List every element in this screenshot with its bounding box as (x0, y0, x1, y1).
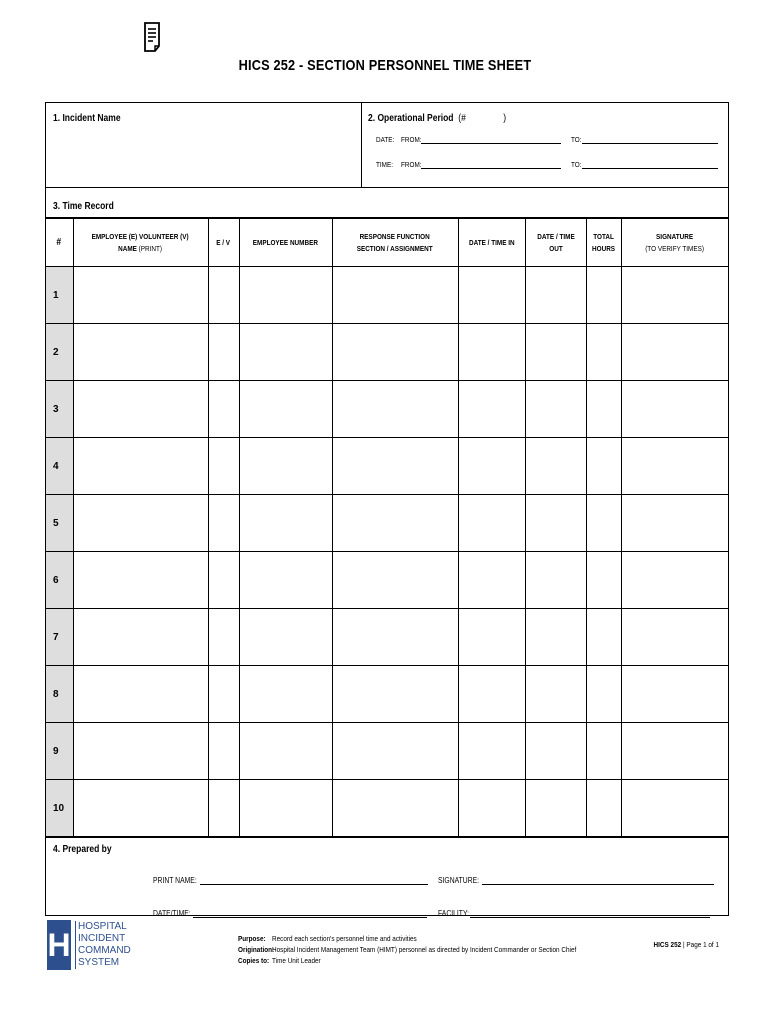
ev-cell[interactable] (208, 438, 239, 495)
prepared-by-label: 4. Prepared by (53, 844, 112, 855)
response-function-cell[interactable] (332, 780, 458, 837)
employee-number-cell[interactable] (239, 666, 332, 723)
col-time-in: DATE / TIME IN (458, 219, 525, 267)
employee-name-cell[interactable] (73, 609, 208, 666)
col-time-out: DATE / TIME OUT (525, 219, 586, 267)
employee-name-cell[interactable] (73, 267, 208, 324)
response-function-cell[interactable] (332, 438, 458, 495)
ev-cell[interactable] (208, 381, 239, 438)
time-to-input[interactable] (582, 160, 718, 169)
prepared-by-section: 4. Prepared by PRINT NAME: SIGNATURE: DATE/TIME: FACILITY: (46, 837, 728, 915)
total-hours-cell[interactable] (586, 552, 621, 609)
response-function-cell[interactable] (332, 324, 458, 381)
table-row (46, 723, 728, 780)
employee-number-cell[interactable] (239, 609, 332, 666)
row-number: 2 (46, 324, 73, 381)
row-number: 5 (46, 495, 73, 552)
signature-cell[interactable] (621, 666, 728, 723)
total-hours-cell[interactable] (586, 267, 621, 324)
time-in-cell[interactable] (458, 267, 525, 324)
employee-name-cell[interactable] (73, 552, 208, 609)
time-out-cell[interactable] (525, 666, 586, 723)
table-row (46, 267, 728, 324)
time-out-cell[interactable] (525, 609, 586, 666)
col-total-hours: TOTAL HOURS (586, 219, 621, 267)
total-hours-cell[interactable] (586, 381, 621, 438)
time-out-cell[interactable] (525, 324, 586, 381)
total-hours-cell[interactable] (586, 438, 621, 495)
employee-name-cell[interactable] (73, 780, 208, 837)
response-function-cell[interactable] (332, 609, 458, 666)
col-ev: E / V (208, 219, 239, 267)
employee-number-cell[interactable] (239, 495, 332, 552)
ev-cell[interactable] (208, 780, 239, 837)
facility-input[interactable] (470, 909, 710, 918)
time-out-cell[interactable] (525, 723, 586, 780)
total-hours-cell[interactable] (586, 723, 621, 780)
response-function-cell[interactable] (332, 381, 458, 438)
footer (45, 918, 729, 974)
operational-period-label: 2. Operational Period (# ) (368, 113, 507, 124)
date-to-input[interactable] (582, 135, 718, 144)
total-hours-cell[interactable] (586, 780, 621, 837)
total-hours-cell[interactable] (586, 495, 621, 552)
row-number: 4 (46, 438, 73, 495)
row-number: 6 (46, 552, 73, 609)
total-hours-cell[interactable] (586, 609, 621, 666)
signature-cell[interactable] (621, 495, 728, 552)
date-time-input[interactable] (193, 909, 427, 918)
response-function-cell[interactable] (332, 723, 458, 780)
time-in-cell[interactable] (458, 780, 525, 837)
ev-cell[interactable] (208, 723, 239, 780)
row-number: 1 (46, 267, 73, 324)
employee-number-cell[interactable] (239, 324, 332, 381)
employee-number-cell[interactable] (239, 552, 332, 609)
time-in-cell[interactable] (458, 723, 525, 780)
table-row (46, 495, 728, 552)
employee-number-cell[interactable] (239, 780, 332, 837)
time-in-cell[interactable] (458, 438, 525, 495)
col-employee: EMPLOYEE (E) VOLUNTEER (V) NAME (PRINT) (73, 219, 208, 267)
employee-name-cell[interactable] (73, 381, 208, 438)
signature-cell[interactable] (621, 438, 728, 495)
response-function-cell[interactable] (332, 666, 458, 723)
time-out-cell[interactable] (525, 495, 586, 552)
signature-cell[interactable] (621, 381, 728, 438)
response-function-cell[interactable] (332, 495, 458, 552)
time-in-cell[interactable] (458, 609, 525, 666)
operational-period-section (362, 103, 728, 187)
page-info: HICS 252 | Page 1 of 1 (653, 940, 719, 949)
print-name-input[interactable] (200, 876, 428, 885)
employee-name-cell[interactable] (73, 324, 208, 381)
row-number: 9 (46, 723, 73, 780)
employee-number-cell[interactable] (239, 267, 332, 324)
time-in-cell[interactable] (458, 666, 525, 723)
time-record-header: 3. Time Record (46, 188, 728, 218)
row-number: 7 (46, 609, 73, 666)
employee-number-cell[interactable] (239, 381, 332, 438)
table-row (46, 780, 728, 837)
time-out-cell[interactable] (525, 780, 586, 837)
date-row: DATE: FROM: TO: (376, 132, 718, 144)
signature-cell[interactable] (621, 324, 728, 381)
signature-cell[interactable] (621, 267, 728, 324)
time-sheet-form (45, 102, 729, 916)
time-out-cell[interactable] (525, 381, 586, 438)
table-row (46, 438, 728, 495)
table-row (46, 324, 728, 381)
employee-number-cell[interactable] (239, 438, 332, 495)
incident-name-label: 1. Incident Name (53, 113, 121, 124)
ev-cell[interactable] (208, 666, 239, 723)
ev-cell[interactable] (208, 324, 239, 381)
employee-name-cell[interactable] (73, 723, 208, 780)
date-from-input[interactable] (421, 135, 561, 144)
ev-cell[interactable] (208, 552, 239, 609)
total-hours-cell[interactable] (586, 324, 621, 381)
employee-name-cell[interactable] (73, 495, 208, 552)
time-in-cell[interactable] (458, 552, 525, 609)
signature-cell[interactable] (621, 723, 728, 780)
employee-name-cell[interactable] (73, 438, 208, 495)
time-out-cell[interactable] (525, 438, 586, 495)
ev-cell[interactable] (208, 267, 239, 324)
total-hours-cell[interactable] (586, 666, 621, 723)
response-function-cell[interactable] (332, 267, 458, 324)
time-in-cell[interactable] (458, 381, 525, 438)
time-out-cell[interactable] (525, 267, 586, 324)
time-from-input[interactable] (421, 160, 561, 169)
document-icon (144, 22, 162, 52)
ev-cell[interactable] (208, 495, 239, 552)
row-number: 8 (46, 666, 73, 723)
signature-cell[interactable] (621, 780, 728, 837)
time-in-cell[interactable] (458, 495, 525, 552)
page-title: HICS 252 - SECTION PERSONNEL TIME SHEET (238, 57, 532, 74)
time-in-cell[interactable] (458, 324, 525, 381)
signature-cell[interactable] (621, 552, 728, 609)
table-row (46, 609, 728, 666)
time-out-cell[interactable] (525, 552, 586, 609)
employee-name-cell[interactable] (73, 666, 208, 723)
table-row (46, 381, 728, 438)
row-number: 10 (46, 780, 73, 837)
time-record-table (46, 218, 728, 837)
signature-input[interactable] (482, 876, 714, 885)
hics-logo: H HOSPITAL INCIDENT COMMAND SYSTEM (47, 921, 131, 968)
ev-cell[interactable] (208, 609, 239, 666)
purpose-block: Purpose: Record each section's personnel time and activities Origination:Hospital Incident Management Team (HIMT) personnel as directed by Incident Commander or Section Chief Copies to: Time Unit Leader (238, 934, 577, 965)
response-function-cell[interactable] (332, 552, 458, 609)
table-row (46, 552, 728, 609)
col-employee-number: EMPLOYEE NUMBER (239, 219, 332, 267)
table-row (46, 666, 728, 723)
col-response: RESPONSE FUNCTION SECTION / ASSIGNMENT (332, 219, 458, 267)
col-num: # (46, 219, 73, 267)
employee-number-cell[interactable] (239, 723, 332, 780)
row-number: 3 (46, 381, 73, 438)
signature-cell[interactable] (621, 609, 728, 666)
incident-name-field[interactable] (46, 103, 362, 187)
col-signature: SIGNATURE (TO VERIFY TIMES) (621, 219, 728, 267)
time-row: TIME: FROM: TO: (376, 157, 718, 169)
